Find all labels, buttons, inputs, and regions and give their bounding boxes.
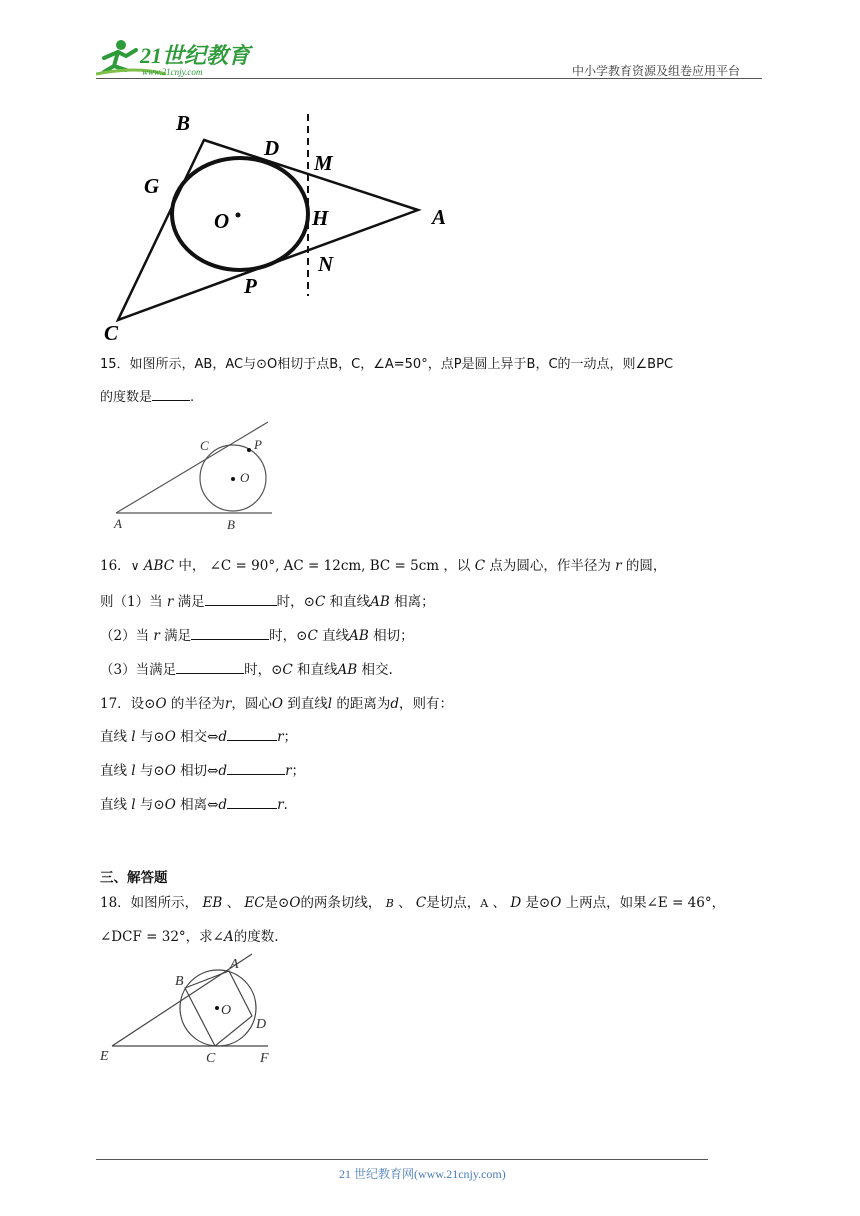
- label-B: B: [176, 111, 191, 135]
- label-A: A: [432, 205, 447, 229]
- q17-var: r: [277, 797, 284, 813]
- q17-blank-1: [227, 726, 277, 741]
- q16-var: C: [307, 628, 318, 644]
- q17-text: 相交⇔: [180, 729, 219, 745]
- q16-text: 则（1）当: [100, 594, 163, 610]
- q15-answer-blank: [152, 386, 190, 401]
- q16-part2: [100, 625, 414, 646]
- q16-text: 点为圆心，作半径为: [489, 558, 611, 574]
- q18-text: 是⊙: [264, 895, 290, 911]
- q16-var: C: [282, 662, 293, 678]
- q16-part3: [100, 659, 393, 680]
- q15-label-C: C: [200, 438, 209, 453]
- q16-var: AB: [337, 662, 358, 678]
- q18-text: 是切点，: [426, 895, 481, 911]
- q15-line1: 15．如图所示，AB，AC与⊙O相切于点B，C，∠A=50°，点P是圆上异于B，C的一动点，则∠BPC: [100, 357, 674, 372]
- q17-row-separate: [100, 794, 288, 815]
- q17-text: 到直线: [287, 696, 328, 712]
- q17-var: d: [218, 729, 228, 745]
- q16-num: 16．: [100, 558, 131, 574]
- q17-text: 直线: [100, 763, 127, 779]
- label-P: P: [244, 274, 257, 298]
- q18-var: B: [385, 897, 394, 910]
- q16-text: 的圆，: [625, 558, 667, 574]
- q16-text: 时，⊙: [269, 628, 308, 644]
- q16-var: r: [615, 558, 622, 574]
- label-O: O: [214, 209, 230, 233]
- q18-var: O: [550, 895, 562, 911]
- q16-text: 和直线: [329, 594, 371, 610]
- q16-var: C: [474, 558, 486, 574]
- q17-row-tangent: [100, 760, 305, 781]
- q17-text: 的半径为: [170, 696, 225, 712]
- q16-blank-2: [191, 625, 269, 640]
- q18-label-C: C: [206, 1051, 216, 1066]
- q15-line2-end: .: [190, 390, 195, 405]
- q18-text: 上两点，如果: [565, 895, 647, 911]
- logo-main-text: 21世纪教育: [140, 43, 251, 68]
- q16-text: 相切；: [373, 628, 414, 644]
- q16-text: 满足: [177, 594, 205, 610]
- q18-text: 、: [492, 895, 507, 911]
- label-D: D: [264, 136, 280, 160]
- q16-triangle-symbol: ∨: [130, 559, 140, 573]
- q17-text: 相切⇔: [180, 763, 219, 779]
- q17-text: .: [283, 797, 288, 813]
- q17-text: ，圆心: [231, 696, 272, 712]
- q18-text: 的两条切线，: [300, 895, 382, 911]
- q17-text: 与⊙: [139, 729, 165, 745]
- header-rule: [96, 78, 762, 79]
- q17-var: O: [155, 696, 167, 712]
- footer-rule: [96, 1159, 708, 1160]
- label-H: H: [312, 206, 329, 230]
- label-N: N: [318, 252, 334, 276]
- q16-text: （2）当: [100, 628, 150, 644]
- q18-var: EC: [244, 895, 265, 911]
- q16-text: 中，: [174, 558, 206, 574]
- q17-text: 的距离为: [336, 696, 391, 712]
- q17-text: ；: [291, 763, 306, 779]
- q18-text: 、: [226, 895, 241, 911]
- q16-var: r: [166, 594, 174, 610]
- q16-text: 时，⊙: [276, 594, 315, 610]
- q16-blank-3: [176, 659, 244, 674]
- q17-var: O: [271, 696, 283, 712]
- logo-url-text: www.21cnjy.com: [142, 67, 203, 77]
- logo: [96, 36, 266, 78]
- q18-var: C: [415, 895, 427, 911]
- q16-text: 相交.: [361, 662, 393, 678]
- q17-var: O: [164, 763, 176, 779]
- label-G: G: [144, 174, 160, 198]
- q18-var: O: [289, 895, 301, 911]
- q16-text: （3）当满足: [100, 662, 177, 678]
- q18-text: ，求: [185, 929, 213, 945]
- q17-var: O: [164, 797, 176, 813]
- q18-var: ∠A: [212, 929, 234, 945]
- figure-q15: [110, 420, 280, 532]
- q16-var: C: [314, 594, 326, 610]
- q18-label-F: F: [260, 1051, 269, 1066]
- q18-text: ，: [711, 895, 726, 911]
- q17-text: 直线: [100, 729, 127, 745]
- q15-label-O: O: [240, 470, 250, 485]
- q18-var: EB: [202, 895, 223, 911]
- q17-row-intersect: [100, 726, 297, 747]
- q17-text: 相离⇔: [180, 797, 219, 813]
- q18-var: D: [510, 895, 522, 911]
- footer-text: 21 世纪教育网(www.21cnjy.com): [339, 1167, 506, 1181]
- q17-var: l: [131, 729, 136, 745]
- q17-blank-2: [227, 760, 285, 775]
- q17-var: O: [164, 729, 176, 745]
- figure-q18: [96, 950, 286, 1070]
- q17-var: r: [277, 729, 284, 745]
- q15-line2: [100, 386, 194, 408]
- q18-var: A: [480, 897, 489, 910]
- q16-text: 满足: [164, 628, 192, 644]
- q17-var: r: [285, 763, 292, 779]
- label-C: C: [104, 321, 119, 345]
- q15-label-A: A: [114, 516, 122, 531]
- q16-text: ，以: [443, 558, 471, 574]
- q16-text: 相离；: [394, 594, 435, 610]
- q16-var: AB: [370, 594, 390, 610]
- q17-var: l: [131, 763, 136, 779]
- logo-runner-icon: [96, 36, 266, 78]
- q16-var: AB: [349, 628, 369, 644]
- q18-text: 、: [398, 895, 412, 911]
- q16-line1: [100, 556, 666, 576]
- figure-q14: [96, 108, 476, 348]
- q15-label-P: P: [254, 437, 262, 452]
- q16-blank-1: [205, 591, 277, 606]
- q16-triangle-name: ABC: [143, 558, 175, 574]
- q18-text: 是⊙: [525, 895, 551, 911]
- q17-var: l: [131, 797, 136, 813]
- q16-text: 和直线: [297, 662, 338, 678]
- q15-label-B: B: [227, 517, 235, 532]
- q17-var: l: [327, 696, 333, 712]
- q17-blank-3: [227, 794, 277, 809]
- q17-text: 直线: [100, 797, 127, 813]
- q18-line1: [100, 893, 725, 914]
- q17-text: ，则有：: [399, 696, 453, 712]
- q17-text: 与⊙: [139, 763, 165, 779]
- q17-var: d: [218, 763, 228, 779]
- q16-text: 直线: [322, 628, 350, 644]
- q17-var: r: [224, 696, 232, 712]
- q18-line2: [100, 927, 279, 947]
- q17-line1: [100, 694, 453, 714]
- q17-text: 17．设⊙: [100, 696, 156, 712]
- section-title: 三、解答题: [100, 870, 168, 886]
- q17-text: ；: [283, 729, 298, 745]
- q17-text: 与⊙: [139, 797, 165, 813]
- q18-label-B: B: [175, 974, 184, 989]
- q17-var: d: [390, 696, 399, 712]
- q16-var: r: [153, 628, 160, 644]
- q18-text: 18．如图所示，: [100, 895, 199, 911]
- q15-line2-text: 的度数是: [100, 390, 153, 405]
- q18-text: 的度数.: [233, 929, 279, 945]
- q17-var: d: [218, 797, 228, 813]
- q18-label-A: A: [230, 957, 239, 972]
- q16-conditions: ∠C = 90°, AC = 12cm, BC = 5cm: [209, 558, 440, 574]
- header-platform-text: 中小学教育资源及组卷应用平台: [572, 64, 741, 78]
- q16-text: 时，⊙: [244, 662, 283, 678]
- q18-equation: ∠DCF = 32°: [100, 929, 186, 945]
- q18-equation: ∠E = 46°: [646, 895, 712, 911]
- q18-label-O: O: [221, 1003, 232, 1018]
- q18-label-E: E: [100, 1049, 109, 1064]
- q16-part1: [100, 591, 435, 612]
- q18-label-D: D: [256, 1017, 267, 1032]
- label-M: M: [314, 151, 333, 175]
